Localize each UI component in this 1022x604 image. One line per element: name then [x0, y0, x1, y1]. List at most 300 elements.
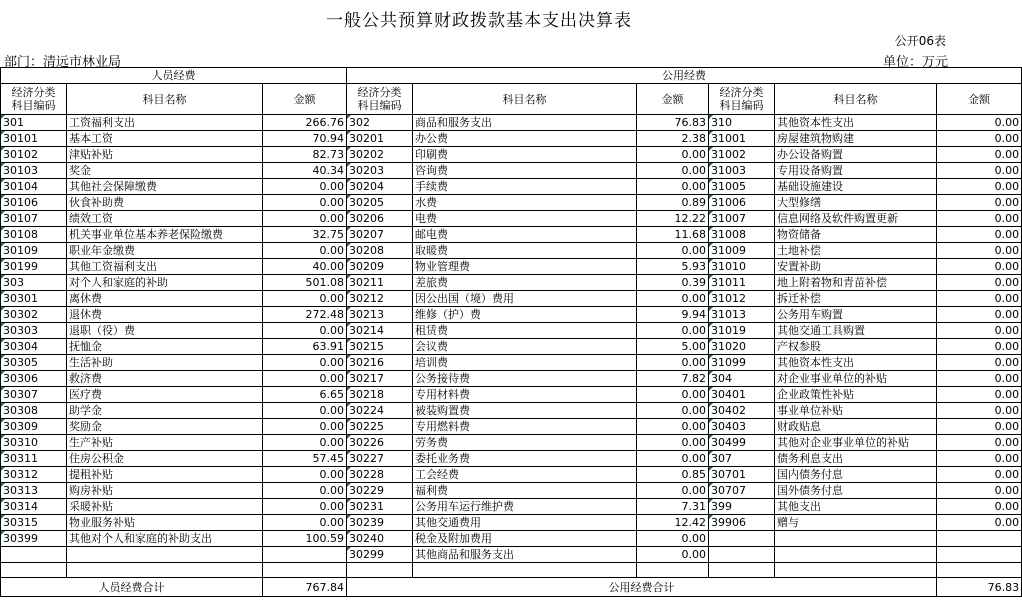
- cell-marker-icon: [347, 403, 351, 407]
- other-amount-cell: 0.00: [937, 371, 1022, 387]
- public-code-cell: 30239: [347, 515, 413, 531]
- personnel-code-cell: 30313: [1, 483, 67, 499]
- personnel-name-cell: 基本工资: [67, 131, 263, 147]
- personnel-name-cell: [67, 547, 263, 563]
- public-code-cell: 30216: [347, 355, 413, 371]
- header-amount: 金额: [937, 84, 1022, 115]
- public-amount-cell: 12.22: [637, 211, 709, 227]
- cell-marker-icon: [1, 339, 5, 343]
- unit-label: 单位：万元: [882, 55, 948, 70]
- personnel-code-cell: 30106: [1, 195, 67, 211]
- personnel-name-cell: 伙食补助费: [67, 195, 263, 211]
- other-amount-cell: 0.00: [937, 515, 1022, 531]
- public-amount-cell: 2.38: [637, 131, 709, 147]
- personnel-amount-cell: 0.00: [263, 499, 347, 515]
- public-name-cell: 专用材料费: [413, 387, 637, 403]
- header-code: 经济分类 科目编码: [1, 84, 67, 115]
- other-name-cell: 房屋建筑物购建: [775, 131, 937, 147]
- personnel-code-cell: 303: [1, 275, 67, 291]
- cell-marker-icon: [1, 355, 5, 359]
- personnel-amount-cell: 266.76: [263, 115, 347, 131]
- personnel-name-cell: 离休费: [67, 291, 263, 307]
- cell-marker-icon: [1, 227, 5, 231]
- table-row: [1, 339, 1022, 355]
- public-code-cell: 30204: [347, 179, 413, 195]
- personnel-name-cell: 机关事业单位基本养老保险缴费: [67, 227, 263, 243]
- other-name-cell: 其他资本性支出: [775, 115, 937, 131]
- cell-marker-icon: [1, 195, 5, 199]
- table-row: [1, 355, 1022, 371]
- personnel-name-cell: 绩效工资: [67, 211, 263, 227]
- public-code-cell: 30212: [347, 291, 413, 307]
- personnel-code-cell: 30308: [1, 403, 67, 419]
- public-name-cell: 水费: [413, 195, 637, 211]
- cell-marker-icon: [709, 227, 713, 231]
- other-code-cell: 31009: [709, 243, 775, 259]
- public-amount-cell: 0.89: [637, 195, 709, 211]
- cell-marker-icon: [347, 355, 351, 359]
- cell-marker-icon: [709, 451, 713, 455]
- table-row: [1, 403, 1022, 419]
- cell-marker-icon: [347, 387, 351, 391]
- cell-marker-icon: [1, 403, 5, 407]
- other-code-cell: [709, 531, 775, 547]
- cell-marker-icon: [709, 467, 713, 471]
- public-code-cell: 30202: [347, 147, 413, 163]
- personnel-code-cell: 30102: [1, 147, 67, 163]
- personnel-code-cell: 30103: [1, 163, 67, 179]
- public-code-cell: 30208: [347, 243, 413, 259]
- table-row: [1, 531, 1022, 547]
- cell-marker-icon: [347, 499, 351, 503]
- personnel-code-cell: 30311: [1, 451, 67, 467]
- personnel-amount-cell: 0.00: [263, 419, 347, 435]
- personnel-amount-cell: 0.00: [263, 435, 347, 451]
- header-code: 经济分类 科目编码: [709, 84, 775, 115]
- personnel-amount-cell: 6.65: [263, 387, 347, 403]
- other-amount-cell: 0.00: [937, 291, 1022, 307]
- other-name-cell: 对企业事业单位的补贴: [775, 371, 937, 387]
- table-row: [1, 291, 1022, 307]
- other-name-cell: 事业单位补贴: [775, 403, 937, 419]
- other-code-cell: [709, 547, 775, 563]
- public-code-cell: 30299: [347, 547, 413, 563]
- cell-marker-icon: [347, 275, 351, 279]
- personnel-name-cell: 抚恤金: [67, 339, 263, 355]
- personnel-code-cell: 30312: [1, 467, 67, 483]
- public-name-cell: 公务接待费: [413, 371, 637, 387]
- personnel-amount-cell: 0.00: [263, 403, 347, 419]
- other-code-cell: 31020: [709, 339, 775, 355]
- expenditure-table: [0, 67, 1022, 597]
- public-amount-cell: 0.39: [637, 275, 709, 291]
- header-name: 科目名称: [413, 84, 637, 115]
- public-name-cell: 取暖费: [413, 243, 637, 259]
- other-amount-cell: 0.00: [937, 419, 1022, 435]
- other-code-cell: 310: [709, 115, 775, 131]
- public-name-cell: 办公费: [413, 131, 637, 147]
- cell-marker-icon: [709, 371, 713, 375]
- other-amount-cell: 0.00: [937, 307, 1022, 323]
- public-code-cell: 30207: [347, 227, 413, 243]
- public-code-cell: 30226: [347, 435, 413, 451]
- other-code-cell: 30701: [709, 467, 775, 483]
- public-name-cell: 专用燃料费: [413, 419, 637, 435]
- section-personnel: 人员经费: [1, 68, 347, 84]
- personnel-name-cell: 生活补助: [67, 355, 263, 371]
- personnel-name-cell: 奖励金: [67, 419, 263, 435]
- personnel-code-cell: 30307: [1, 387, 67, 403]
- public-amount-cell: 0.00: [637, 547, 709, 563]
- other-name-cell: 公务用车购置: [775, 307, 937, 323]
- public-amount-cell: 0.00: [637, 147, 709, 163]
- other-name-cell: 土地补偿: [775, 243, 937, 259]
- table-row: [1, 195, 1022, 211]
- other-code-cell: 30402: [709, 403, 775, 419]
- public-amount-cell: 0.00: [637, 291, 709, 307]
- cell-marker-icon: [709, 419, 713, 423]
- personnel-code-cell: 30199: [1, 259, 67, 275]
- other-name-cell: 安置补助: [775, 259, 937, 275]
- public-amount-cell: 0.00: [637, 387, 709, 403]
- public-name-cell: 税金及附加费用: [413, 531, 637, 547]
- other-amount-cell: 0.00: [937, 467, 1022, 483]
- other-amount-cell: 0.00: [937, 451, 1022, 467]
- other-code-cell: 39906: [709, 515, 775, 531]
- cell-marker-icon: [347, 419, 351, 423]
- cell-marker-icon: [1, 483, 5, 487]
- public-name-cell: 委托业务费: [413, 451, 637, 467]
- public-code-cell: 30203: [347, 163, 413, 179]
- section-public: 公用经费: [347, 68, 1022, 84]
- table-row: [1, 307, 1022, 323]
- cell-marker-icon: [1, 515, 5, 519]
- cell-marker-icon: [709, 115, 713, 119]
- table-row: [1, 563, 1022, 578]
- public-name-cell: 手续费: [413, 179, 637, 195]
- cell-marker-icon: [709, 211, 713, 215]
- other-code-cell: 31002: [709, 147, 775, 163]
- personnel-amount-cell: 82.73: [263, 147, 347, 163]
- cell-marker-icon: [347, 147, 351, 151]
- other-name-cell: [775, 563, 937, 578]
- cell-marker-icon: [709, 499, 713, 503]
- table-row: [1, 419, 1022, 435]
- other-code-cell: 31008: [709, 227, 775, 243]
- other-amount-cell: 0.00: [937, 195, 1022, 211]
- other-code-cell: 31007: [709, 211, 775, 227]
- header-amount: 金额: [263, 84, 347, 115]
- personnel-amount-cell: 0.00: [263, 179, 347, 195]
- cell-marker-icon: [1, 531, 5, 535]
- personnel-code-cell: [1, 547, 67, 563]
- other-amount-cell: 0.00: [937, 403, 1022, 419]
- public-total-label: 公用经费合计: [347, 578, 937, 597]
- other-name-cell: 地上附着物和青苗补偿: [775, 275, 937, 291]
- cell-marker-icon: [709, 147, 713, 151]
- public-code-cell: 302: [347, 115, 413, 131]
- personnel-name-cell: 退休费: [67, 307, 263, 323]
- personnel-code-cell: 30309: [1, 419, 67, 435]
- public-total-value: 76.83: [937, 578, 1022, 597]
- other-name-cell: 大型修缮: [775, 195, 937, 211]
- cell-marker-icon: [347, 451, 351, 455]
- cell-marker-icon: [1, 291, 5, 295]
- personnel-code-cell: 30107: [1, 211, 67, 227]
- public-code-cell: 30240: [347, 531, 413, 547]
- personnel-code-cell: 30101: [1, 131, 67, 147]
- other-name-cell: 赠与: [775, 515, 937, 531]
- other-amount-cell: 0.00: [937, 179, 1022, 195]
- cell-marker-icon: [709, 515, 713, 519]
- cell-marker-icon: [709, 387, 713, 391]
- public-name-cell: 邮电费: [413, 227, 637, 243]
- table-row: [1, 515, 1022, 531]
- public-code-cell: 30205: [347, 195, 413, 211]
- table-row: [1, 547, 1022, 563]
- personnel-name-cell: 职业年金缴费: [67, 243, 263, 259]
- public-name-cell: 差旅费: [413, 275, 637, 291]
- other-name-cell: 物资储备: [775, 227, 937, 243]
- public-amount-cell: 0.00: [637, 243, 709, 259]
- other-amount-cell: 0.00: [937, 339, 1022, 355]
- public-code-cell: 30206: [347, 211, 413, 227]
- other-amount-cell: 0.00: [937, 115, 1022, 131]
- personnel-amount-cell: 70.94: [263, 131, 347, 147]
- table-row: [1, 275, 1022, 291]
- public-code-cell: 30228: [347, 467, 413, 483]
- personnel-name-cell: 住房公积金: [67, 451, 263, 467]
- cell-marker-icon: [347, 371, 351, 375]
- public-amount-cell: 0.00: [637, 419, 709, 435]
- other-amount-cell: 0.00: [937, 243, 1022, 259]
- public-code-cell: 30227: [347, 451, 413, 467]
- table-row: [1, 467, 1022, 483]
- personnel-code-cell: 30314: [1, 499, 67, 515]
- public-code-cell: 30213: [347, 307, 413, 323]
- cell-marker-icon: [709, 403, 713, 407]
- cell-marker-icon: [347, 179, 351, 183]
- personnel-amount-cell: 40.34: [263, 163, 347, 179]
- cell-marker-icon: [1, 323, 5, 327]
- personnel-amount-cell: 63.91: [263, 339, 347, 355]
- table-row: [1, 163, 1022, 179]
- other-name-cell: 专用设备购置: [775, 163, 937, 179]
- public-name-cell: 因公出国（境）费用: [413, 291, 637, 307]
- other-code-cell: 31011: [709, 275, 775, 291]
- public-amount-cell: 0.00: [637, 435, 709, 451]
- cell-marker-icon: [347, 515, 351, 519]
- other-code-cell: 31012: [709, 291, 775, 307]
- other-amount-cell: 0.00: [937, 131, 1022, 147]
- public-name-cell: 物业管理费: [413, 259, 637, 275]
- personnel-amount-cell: 0.00: [263, 195, 347, 211]
- cell-marker-icon: [1, 275, 5, 279]
- personnel-amount-cell: 57.45: [263, 451, 347, 467]
- other-amount-cell: 0.00: [937, 211, 1022, 227]
- personnel-name-cell: 医疗费: [67, 387, 263, 403]
- cell-marker-icon: [709, 323, 713, 327]
- public-amount-cell: 0.00: [637, 531, 709, 547]
- other-name-cell: 企业政策性补贴: [775, 387, 937, 403]
- personnel-name-cell: 物业服务补贴: [67, 515, 263, 531]
- cell-marker-icon: [347, 467, 351, 471]
- personnel-name-cell: 其他工资福利支出: [67, 259, 263, 275]
- public-name-cell: 咨询费: [413, 163, 637, 179]
- other-code-cell: 30403: [709, 419, 775, 435]
- public-code-cell: 30215: [347, 339, 413, 355]
- personnel-code-cell: 30303: [1, 323, 67, 339]
- other-code-cell: [709, 563, 775, 578]
- cell-marker-icon: [347, 531, 351, 535]
- public-name-cell: 被装购置费: [413, 403, 637, 419]
- other-code-cell: 31010: [709, 259, 775, 275]
- cell-marker-icon: [347, 435, 351, 439]
- cell-marker-icon: [709, 259, 713, 263]
- public-code-cell: 30225: [347, 419, 413, 435]
- cell-marker-icon: [709, 131, 713, 135]
- personnel-name-cell: 退职（役）费: [67, 323, 263, 339]
- other-name-cell: [775, 547, 937, 563]
- other-code-cell: 31001: [709, 131, 775, 147]
- other-amount-cell: 0.00: [937, 227, 1022, 243]
- public-name-cell: 电费: [413, 211, 637, 227]
- personnel-amount-cell: 0.00: [263, 243, 347, 259]
- public-code-cell: 30218: [347, 387, 413, 403]
- public-amount-cell: 5.00: [637, 339, 709, 355]
- other-name-cell: 其他资本性支出: [775, 355, 937, 371]
- personnel-code-cell: [1, 563, 67, 578]
- section-header-row: [1, 68, 1022, 84]
- public-amount-cell: 7.31: [637, 499, 709, 515]
- header-name: 科目名称: [67, 84, 263, 115]
- personnel-amount-cell: 0.00: [263, 483, 347, 499]
- personnel-name-cell: 对个人和家庭的补助: [67, 275, 263, 291]
- cell-marker-icon: [1, 243, 5, 247]
- public-code-cell: 30209: [347, 259, 413, 275]
- cell-marker-icon: [1, 467, 5, 471]
- department-label: 部门：清远市林业局: [4, 55, 122, 70]
- personnel-name-cell: 助学金: [67, 403, 263, 419]
- personnel-code-cell: 30301: [1, 291, 67, 307]
- personnel-name-cell: 奖金: [67, 163, 263, 179]
- public-name-cell: 租赁费: [413, 323, 637, 339]
- cell-marker-icon: [347, 227, 351, 231]
- public-amount-cell: 7.82: [637, 371, 709, 387]
- table-row: [1, 387, 1022, 403]
- public-code-cell: 30201: [347, 131, 413, 147]
- cell-marker-icon: [709, 179, 713, 183]
- public-name-cell: 公务用车运行维护费: [413, 499, 637, 515]
- table-row: [1, 435, 1022, 451]
- cell-marker-icon: [347, 291, 351, 295]
- cell-marker-icon: [1, 419, 5, 423]
- public-name-cell: 其他商品和服务支出: [413, 547, 637, 563]
- public-code-cell: 30214: [347, 323, 413, 339]
- cell-marker-icon: [709, 195, 713, 199]
- personnel-amount-cell: 0.00: [263, 323, 347, 339]
- column-header-row: [1, 84, 1022, 115]
- personnel-name-cell: 购房补贴: [67, 483, 263, 499]
- cell-marker-icon: [709, 243, 713, 247]
- public-name-cell: 劳务费: [413, 435, 637, 451]
- public-code-cell: 30229: [347, 483, 413, 499]
- table-row: [1, 179, 1022, 195]
- other-name-cell: 其他对企业事业单位的补贴: [775, 435, 937, 451]
- personnel-code-cell: 30104: [1, 179, 67, 195]
- public-code-cell: 30217: [347, 371, 413, 387]
- public-name-cell: 福利费: [413, 483, 637, 499]
- public-amount-cell: 9.94: [637, 307, 709, 323]
- personnel-amount-cell: 32.75: [263, 227, 347, 243]
- cell-marker-icon: [709, 275, 713, 279]
- public-amount-cell: [637, 563, 709, 578]
- public-amount-cell: 0.00: [637, 451, 709, 467]
- personnel-amount-cell: 0.00: [263, 211, 347, 227]
- other-code-cell: 31006: [709, 195, 775, 211]
- public-amount-cell: 0.00: [637, 355, 709, 371]
- public-amount-cell: 0.00: [637, 179, 709, 195]
- table-row: [1, 147, 1022, 163]
- report-title: 一般公共预算财政拨款基本支出决算表: [326, 11, 632, 31]
- cell-marker-icon: [709, 291, 713, 295]
- personnel-name-cell: 其他对个人和家庭的补助支出: [67, 531, 263, 547]
- header-code: 经济分类 科目编码: [347, 84, 413, 115]
- public-name-cell: 会议费: [413, 339, 637, 355]
- public-amount-cell: 76.83: [637, 115, 709, 131]
- cell-marker-icon: [347, 211, 351, 215]
- other-code-cell: 30499: [709, 435, 775, 451]
- personnel-total-value: 767.84: [263, 578, 347, 597]
- cell-marker-icon: [1, 211, 5, 215]
- public-code-cell: 30224: [347, 403, 413, 419]
- public-name-cell: 培训费: [413, 355, 637, 371]
- personnel-code-cell: 30108: [1, 227, 67, 243]
- personnel-name-cell: 其他社会保障缴费: [67, 179, 263, 195]
- table-row: [1, 211, 1022, 227]
- header-name: 科目名称: [775, 84, 937, 115]
- cell-marker-icon: [709, 483, 713, 487]
- personnel-name-cell: 津贴补贴: [67, 147, 263, 163]
- public-amount-cell: 0.00: [637, 403, 709, 419]
- public-amount-cell: 12.42: [637, 515, 709, 531]
- public-amount-cell: 11.68: [637, 227, 709, 243]
- public-amount-cell: 0.00: [637, 323, 709, 339]
- personnel-code-cell: 30109: [1, 243, 67, 259]
- public-code-cell: 30231: [347, 499, 413, 515]
- personnel-amount-cell: 100.59: [263, 531, 347, 547]
- personnel-amount-cell: 0.00: [263, 515, 347, 531]
- personnel-amount-cell: [263, 547, 347, 563]
- personnel-code-cell: 301: [1, 115, 67, 131]
- personnel-amount-cell: 40.00: [263, 259, 347, 275]
- table-row: [1, 131, 1022, 147]
- public-code-cell: [347, 563, 413, 578]
- table-row: [1, 451, 1022, 467]
- other-amount-cell: 0.00: [937, 435, 1022, 451]
- other-code-cell: 31005: [709, 179, 775, 195]
- other-amount-cell: 0.00: [937, 163, 1022, 179]
- other-name-cell: 债务利息支出: [775, 451, 937, 467]
- personnel-name-cell: [67, 563, 263, 578]
- other-amount-cell: [937, 531, 1022, 547]
- cell-marker-icon: [347, 307, 351, 311]
- personnel-amount-cell: 272.48: [263, 307, 347, 323]
- cell-marker-icon: [709, 339, 713, 343]
- totals-row: [1, 578, 1022, 597]
- cell-marker-icon: [347, 163, 351, 167]
- public-amount-cell: 0.85: [637, 467, 709, 483]
